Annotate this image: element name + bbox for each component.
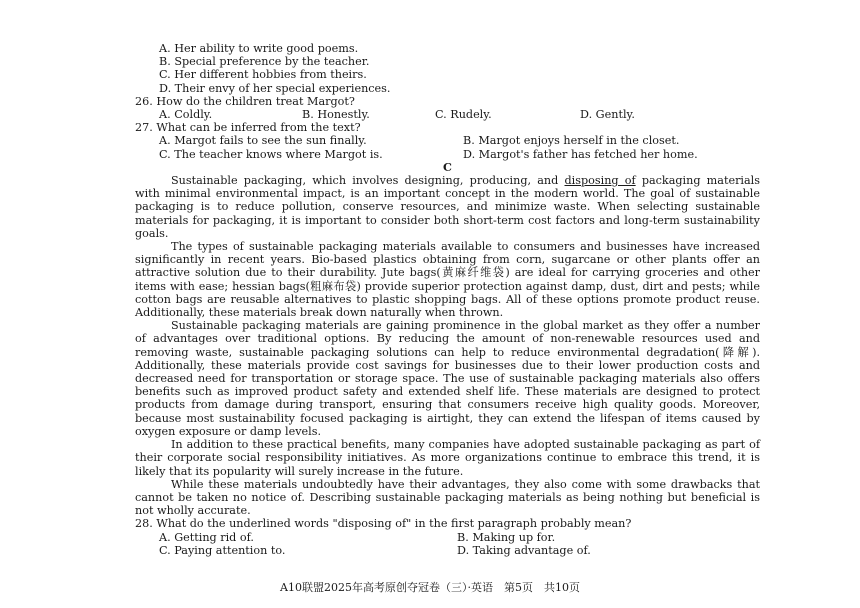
- section-label: C: [443, 159, 452, 174]
- page-footer: A10联盟2025年高考原创夺冠卷（三）·英语 第5页 共10页: [280, 581, 580, 594]
- q28-option-d: D. Taking advantage of.: [457, 543, 591, 557]
- question-28: [135, 517, 760, 557]
- q28-option-a: A. Getting rid of.: [159, 530, 254, 544]
- q25-options: [135, 42, 760, 95]
- q25-option-d: D. Their envy of her special experiences.: [159, 81, 391, 95]
- passage-paragraph-1: [135, 174, 760, 240]
- q25-option-a: A. Her ability to write good poems.: [159, 42, 359, 55]
- q28-option-b: B. Making up for.: [457, 530, 556, 544]
- p1-text-after: packaging materials with minimal environmental impact, is an important concept in the modern world. The goal of sustainable packaging is to reduce pollution, conserve resources, and minimize waste. When selecting sustainable materials for packaging, it is important to consider both short-term cost factors and long-term sustainability goals.: [135, 174, 760, 240]
- passage-paragraph-2: The types of sustainable packaging materials available to consumers and businesses have increased significantly in recent years. Bio-based plastics obtaining from corn, sugarcane or other plants offer an attractive solution due to their durability. Jute bags(黄麻纤维袋) are ideal for carrying groceries and other items with ease; hessian bags(粗麻布袋) provide superior protection against damp, dust, dirt and pests; while cotton bags are reusable alternatives to plastic shopping bags. All of these options promote product reuse. Additionally, these materials break down naturally when thrown.: [135, 240, 760, 320]
- q28-stem: 28. What do the underlined words "disposing of" in the first paragraph probably mean?: [135, 517, 632, 531]
- question-26: [135, 95, 760, 121]
- q27-option-c: C. The teacher knows where Margot is.: [159, 147, 383, 161]
- question-27: [135, 121, 760, 161]
- passage-paragraph-4: In addition to these practical benefits, many companies have adopted sustainable packaging as part of their corporate social responsibility initiatives. As more organizations continue to embrace this trend, it is likely that its popularity will surely increase in the future.: [135, 438, 760, 478]
- q26-option-c: C. Rudely.: [435, 108, 492, 122]
- passage-paragraph-3: Sustainable packaging materials are gaining prominence in the global market as they offer a number of advantages over traditional options. By reducing the amount of non-renewable resources used and removing waste, sustainable packaging solutions can help to reduce environmental degradation(降解). Additionally, these materials provide cost savings for businesses due to their lower production costs and decreased need for transportation or storage space. The use of sustainable packaging materials also offers benefits such as improved product safety and extended shelf life. These materials are designed to protect products from damage during transport, ensuring that consumers receive high quality goods. Moreover, because most sustainability focused packaging is airtight, they can extend the lifespan of items caused by oxygen exposure or damp levels.: [135, 319, 760, 438]
- q28-option-c: C. Paying attention to.: [159, 543, 286, 557]
- reading-passage: [135, 174, 760, 517]
- q26-option-d: D. Gently.: [580, 108, 635, 122]
- q27-option-d: D. Margot's father has fetched her home.: [463, 147, 698, 161]
- q26-stem: 26. How do the children treat Margot?: [135, 94, 355, 108]
- q27-option-b: B. Margot enjoys herself in the closet.: [463, 134, 680, 148]
- q26-option-a: A. Coldly.: [159, 108, 213, 122]
- underlined-phrase: disposing of: [564, 174, 636, 188]
- p1-text-before: Sustainable packaging, which involves designing, producing, and: [171, 174, 565, 188]
- q25-option-c: C. Her different hobbies from theirs.: [159, 68, 367, 82]
- q25-option-b: B. Special preference by the teacher.: [159, 55, 370, 69]
- q26-option-b: B. Honestly.: [302, 108, 370, 122]
- q27-stem: 27. What can be inferred from the text?: [135, 121, 361, 135]
- passage-paragraph-5: While these materials undoubtedly have their advantages, they also come with some drawbacks that cannot be taken no notice of. Describing sustainable packaging materials as being nothing but beneficial is not wholly accurate.: [135, 477, 760, 518]
- q27-option-a: A. Margot fails to see the sun finally.: [159, 134, 367, 148]
